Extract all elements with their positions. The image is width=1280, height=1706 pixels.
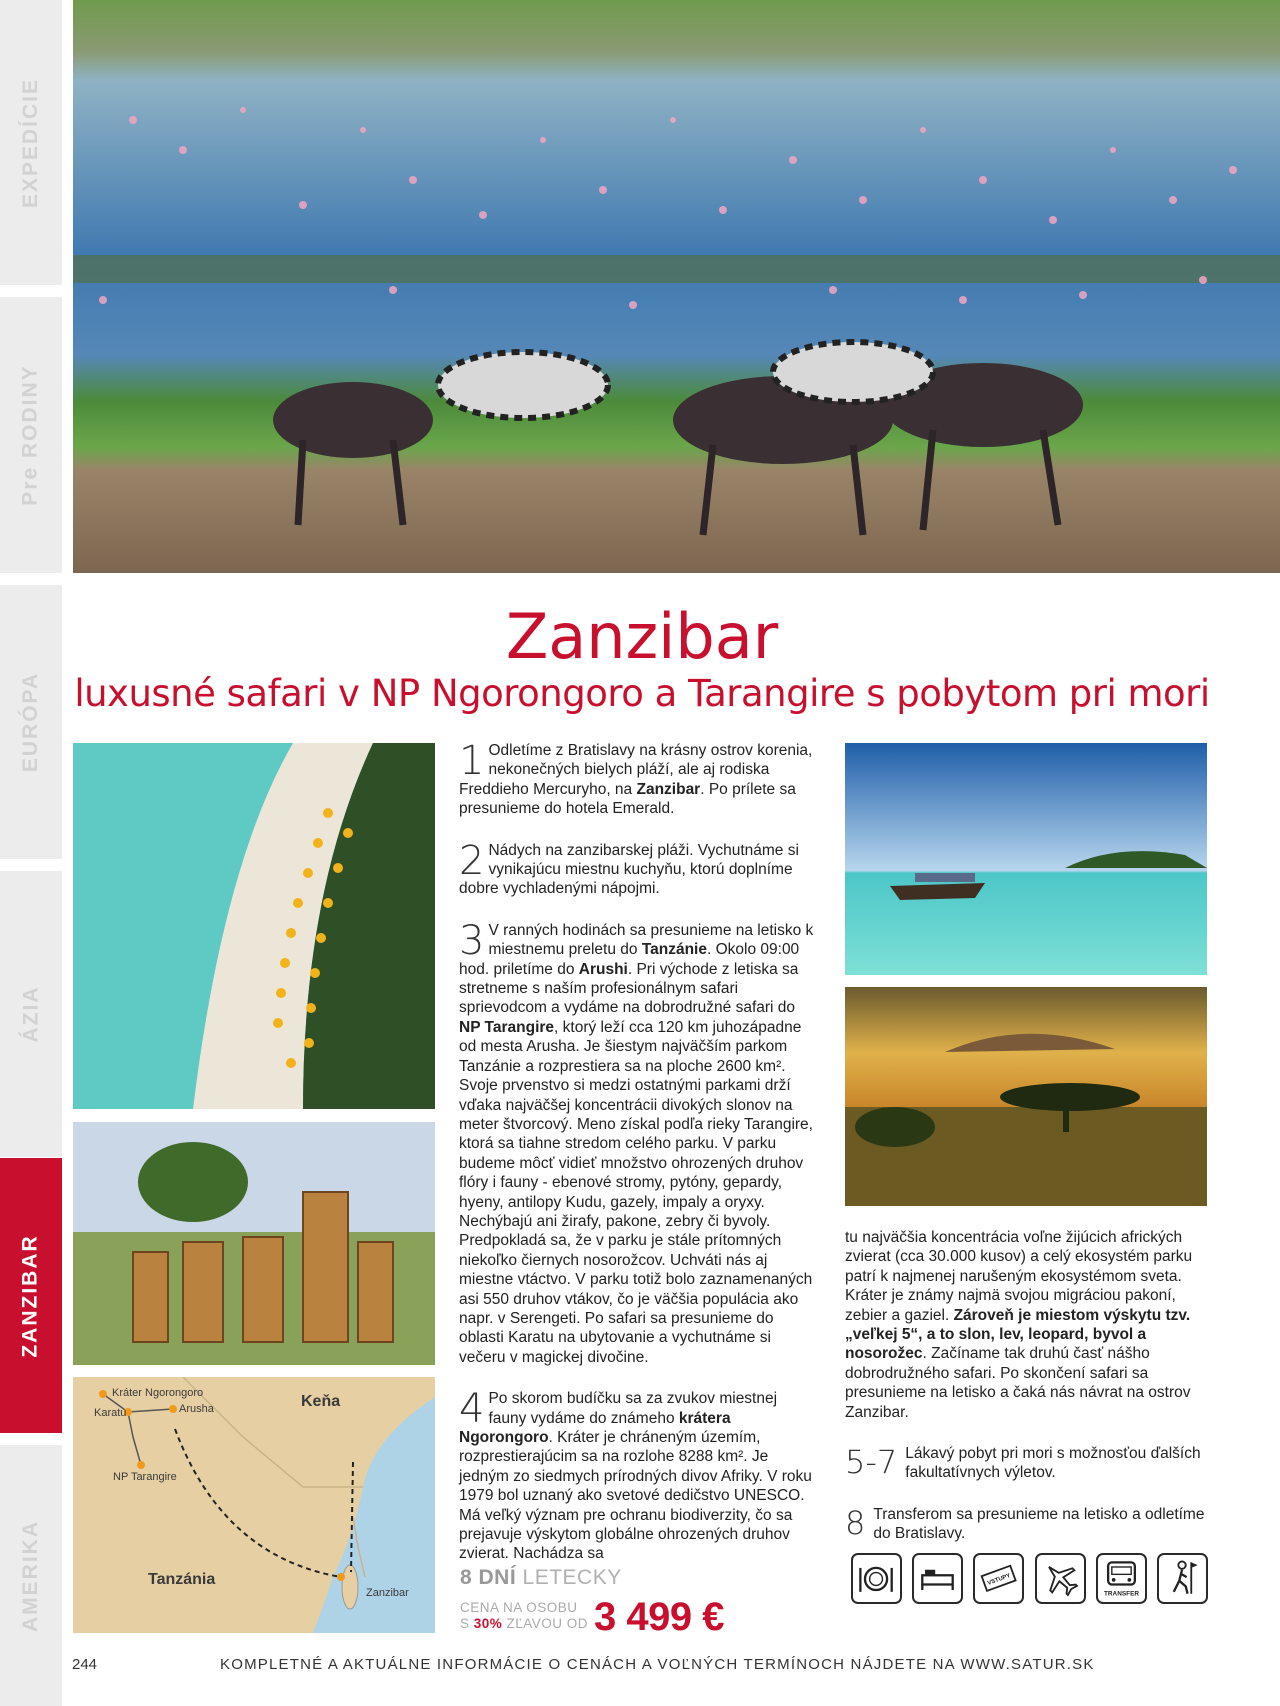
discount-percent: 30%	[473, 1616, 503, 1631]
side-tab-label: EXPEDÍCIE	[19, 77, 43, 208]
price-label-text: ZĽAVOU OD	[502, 1616, 589, 1631]
day-text: Transferom sa presunieme na letisko a odletíme do Bratislavy.	[873, 1505, 1205, 1543]
day-text: Nádych na zanzibarskej pláži. Vychutnáme si vynikajúcu miestnu kuchyňu, ktorú doplníme dobre vychladenými nápojmi.	[459, 841, 799, 898]
itinerary-day-2	[459, 837, 816, 899]
side-tab-label: ZANZIBAR	[19, 1233, 43, 1358]
day-number: 1	[459, 738, 485, 784]
itinerary-day-8	[845, 1505, 1207, 1544]
itinerary-day-5-7	[845, 1444, 1207, 1483]
day-number: 5-7	[845, 1443, 898, 1482]
side-tab-label: Pre RODINY	[19, 364, 42, 506]
day-text-bold: Arushi	[578, 960, 628, 978]
itinerary-day-1	[459, 738, 816, 819]
photo-giraffes	[73, 1122, 435, 1365]
transfer-label: TRANSFER	[1103, 1590, 1140, 1598]
day-number: 4	[459, 1386, 485, 1433]
day-text: . Po prílete sa presunieme do hotela Emerald.	[459, 780, 796, 818]
map-label-arusha: Arusha	[179, 1403, 214, 1415]
day-text-bold: Tanzánie	[641, 941, 707, 959]
day-text: V ranných hodinách sa presunieme na letisko k miestnemu preletu do	[488, 921, 814, 959]
map-label-ngorongoro: Kráter Ngorongoro	[112, 1387, 204, 1399]
hero-photo-wildebeest-zebras-flamingos	[73, 0, 1280, 573]
photo-kilimanjaro-sunset	[845, 987, 1207, 1206]
day-text: Po skorom budíčku sa za zvukov miestnej fauny vydáme do známeho	[488, 1390, 778, 1427]
trip-icon	[1157, 1553, 1208, 1604]
itinerary-day-3	[459, 917, 816, 1367]
side-tab-label: ÁZIA	[19, 985, 42, 1043]
day-text: , ktorý leží cca 120 km juhozápadne od mesta Arusha. Je šiestym najväčším parkom Tanzánie a rozprestiera sa na ploche 2600 km². Svoje prvenstvo si medzi ostatnými parkami drží vďaka najväčšej koncentrácii divokých slonov na meter štvorcový. Meno získal podľa rieky Tarangire, ktorá sa tiahne stredom celého parku. V parku budeme môcť vidieť množstvo ohrozených druhov flóry i fauny - ebenové stromy, pytóny, gepardy, hyeny, antilopy Kudu, gazely, impaly a oryxy. Nechýbajú ani žirafy, pakone, zebry či byvoly. Predpokladá sa, že v parku je stále prítomných niekoľko čiernych nosorožcov. Uchváti nás aj miestne vtáctvo. V parku totiž bolo zaznamenaných asi 550 druhov vtákov, čo je väčšia populácia ako napr. v Serengeti. Po safari sa presunieme do oblasti Karatu na ubytovanie a vychutnáme si večeru v magickej divočine.	[459, 1018, 813, 1366]
side-tab-europa[interactable]	[0, 585, 62, 859]
side-tab-expedicie[interactable]	[0, 0, 62, 285]
day-text-bold: krátera Ngorongoro	[459, 1409, 731, 1446]
day-text-bold: Zanzibar	[636, 780, 701, 798]
photo-aerial-beach	[73, 743, 435, 1109]
duration-days: 8 DNÍ	[460, 1566, 517, 1589]
day-text: . Začíname tak druhú časť nášho dobrodružného safari. Po skončení safari sa presunieme na letisko a čaká nás návrat na ostrov Zanzibar.	[845, 1345, 1191, 1421]
entrance-fees-icon	[973, 1553, 1024, 1604]
map-label-zanzibar: Zanzibar	[366, 1587, 409, 1599]
day-text: Lákavý pobyt pri mori s možnosťou ďalších fakultatívnych výletov.	[905, 1445, 1201, 1482]
footer-website-note: KOMPLETNÉ A AKTUÁLNE INFORMÁCIE O CENÁCH A VOĽNÝCH TERMÍNOCH NÁJDETE NA WWW.SATUR.SK	[220, 1656, 1095, 1673]
duration-transport: LETECKY	[516, 1566, 622, 1589]
accommodation-icon	[912, 1553, 963, 1604]
day-text-bold: Zároveň je miestom výskytu tzv. „veľkej 5“, a to slon, lev, leopard, byvol a nosorožec	[845, 1306, 1191, 1363]
photo-zanzibar-boats	[845, 743, 1207, 975]
price-value: 3 499 €	[594, 1595, 724, 1639]
itinerary-day-4-continued	[845, 1228, 1207, 1422]
route-map	[73, 1377, 435, 1633]
side-tab-azia[interactable]	[0, 871, 62, 1157]
map-label-tanzania: Tanzánia	[148, 1571, 216, 1588]
itinerary-day-4	[459, 1386, 816, 1564]
price-label	[460, 1600, 588, 1632]
day-number: 3	[459, 917, 485, 964]
meals-icon	[851, 1553, 902, 1604]
map-label-tarangire: NP Tarangire	[113, 1471, 177, 1483]
price-label-text: S	[460, 1616, 474, 1631]
day-text: Odletíme z Bratislavy na krásny ostrov korenia, nekonečných bielych pláží, ale aj rodiska Freddieho Mercuryho, na	[459, 742, 813, 798]
side-tab-label: AMERIKA	[19, 1519, 42, 1632]
trip-duration	[460, 1566, 622, 1590]
day-text: . Okolo 09:00 hod. priletíme do	[459, 941, 800, 978]
entrance-fees-label: VSTUPY	[986, 1573, 1012, 1587]
page-number: 244	[72, 1656, 98, 1673]
itinerary-column-middle	[459, 738, 816, 1586]
price-label-line: CENA NA OSOBU	[460, 1600, 578, 1615]
page-title: Zanzibar	[505, 600, 779, 673]
map-label-karatu: Karatu	[94, 1407, 127, 1419]
day-text: . Kráter je chráneným územím, rozprestierajúcim sa na rozlohe 8288 km². Je jedným zo siedmych prírodných divov Afriky. V roku 1979 bol uznaný ako svetové dedičstvo UNESCO. Má veľký význam pre ochranu biodiverzity, čo sa prejavuje výskytom globálne ohrozených druhov zvierat. Nachádza sa	[459, 1429, 812, 1563]
day-text: tu najväčšia koncentrácia voľne žijúcich afrických zvierat (cca 30.000 kusov) a celý ekosystém parku patrí k najmenej narušeným ekosystémom sveta. Kráter je známy najmä svojou migráciou pakoní, zebier a gaziel.	[845, 1229, 1193, 1324]
side-tab-label: EURÓPA	[19, 671, 43, 773]
flight-icon	[1035, 1553, 1086, 1604]
itinerary-column-right	[845, 1228, 1207, 1566]
transfer-icon	[1096, 1553, 1147, 1604]
day-number: 8	[845, 1503, 866, 1542]
side-tab-amerika[interactable]	[0, 1445, 62, 1706]
page-subtitle: luxusné safari v NP Ngorongoro a Tarangire s pobytom pri mori	[74, 672, 1210, 715]
day-text: . Pri východe z letiska sa stretneme s naším profesionálnym safari sprievodcom a vydáme na dobrodružné safari do	[459, 960, 799, 1017]
day-text-bold: NP Tarangire	[459, 1018, 555, 1036]
day-number: 2	[459, 837, 485, 884]
side-tab-zanzibar[interactable]	[0, 1158, 62, 1433]
side-tab-pre-rodiny[interactable]	[0, 297, 62, 573]
map-label-kena: Keňa	[301, 1393, 341, 1410]
